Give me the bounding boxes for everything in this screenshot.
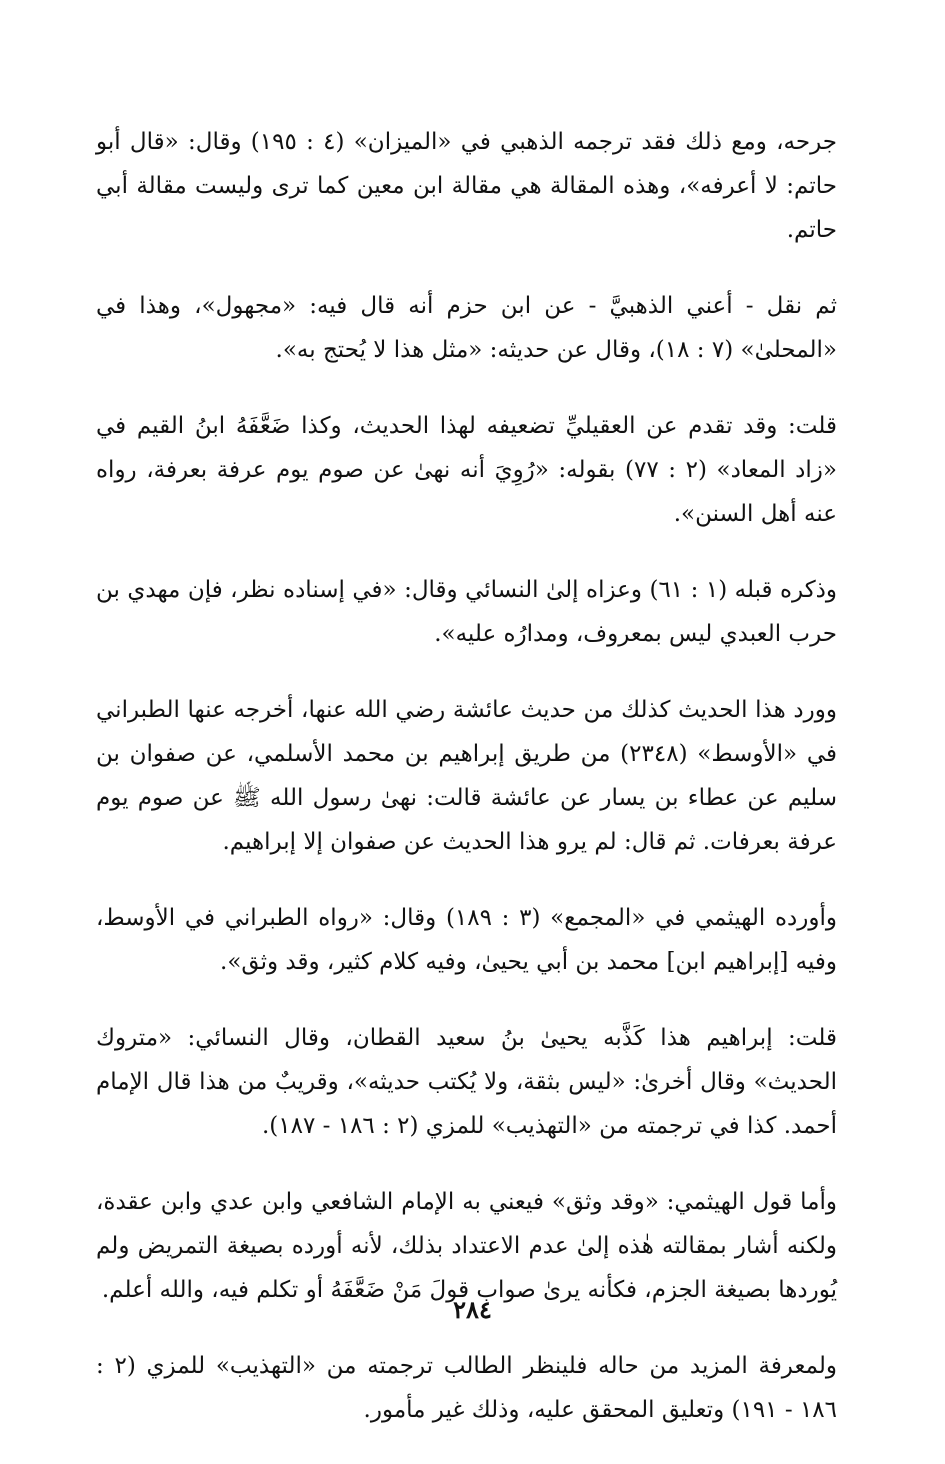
page-body — [96, 120, 837, 1464]
paragraph-2: ثم نقل - أعني الذهبيَّ - عن ابن حزم أنه قال فيه: «مجهول»، وهذا في «المحلىٰ» (٧ : ١٨)، وقال عن حديثه: «مثل هذا لا يُحتج به». — [96, 293, 837, 363]
paragraph-3: قلت: وقد تقدم عن العقيليِّ تضعيفه لهذا الحديث، وكذا ضَعَّفَهُ ابنُ القيم في «زاد المعاد» (٢ : ٧٧) بقوله: «رُوِيَ أنه نهىٰ عن صوم يوم عرفة بعرفة، رواه عنه أهل السنن». — [96, 413, 837, 527]
paragraph-7: قلت: إبراهيم هذا كَذَّبه يحيىٰ بنُ سعيد القطان، وقال النسائي: «متروك الحديث» وقال أخرىٰ: «ليس بثقة، ولا يُكتب حديثه»، وقريبٌ من هذا قال الإمام أحمد. كذا في ترجمته من «التهذيب» للمزي (٢ : ١٨٦ - ١٨٧). — [96, 1025, 837, 1139]
paragraph-9: ولمعرفة المزيد من حاله فلينظر الطالب ترجمته من «التهذيب» للمزي (٢ : ١٨٦ - ١٩١) وتعليق المحقق عليه، وذلك غير مأمور. — [96, 1353, 838, 1423]
paragraph-1: جرحه، ومع ذلك فقد ترجمه الذهبي في «الميزان» (٤ : ١٩٥) وقال: «قال أبو حاتم: لا أعرفه»، وهذه المقالة هي مقالة ابن معين كما ترى وليست مقالة أبي حاتم. — [96, 129, 838, 243]
page-number: ٢٨٤ — [453, 1295, 492, 1324]
paragraph-4: وذكره قبله (١ : ٦١) وعزاه إلىٰ النسائي وقال: «في إسناده نظر، فإن مهدي بن حرب العبدي ليس بمعروف، ومدارُه عليه». — [96, 577, 837, 647]
paragraph-5: وورد هذا الحديث كذلك من حديث عائشة رضي الله عنها، أخرجه عنها الطبراني في «الأوسط» (٢٣٤٨) من طريق إبراهيم بن محمد الأسلمي، عن صفوان بن سليم عن عطاء بن يسار عن عائشة قالت: نهىٰ رسول الله ﷺ عن صوم يوم عرفة بعرفات. ثم قال: لم يرو هذا الحديث عن صفوان إلا إبراهيم. — [96, 697, 837, 855]
paragraph-6: وأورده الهيثمي في «المجمع» (٣ : ١٨٩) وقال: «رواه الطبراني في الأوسط، وفيه [إبراهيم ابن] محمد بن أبي يحيىٰ، وفيه كلام كثير، وقد وثق». — [96, 905, 837, 975]
paragraph-8: وأما قول الهيثمي: «وقد وثق» فيعني به الإمام الشافعي وابن عدي وابن عقدة، ولكنه أشار بمقالته هٰذه إلىٰ عدم الاعتداد بذلك، لأنه أورده بصيغة التمريض ولم يُوردها بصيغة الجزم، فكأنه يرىٰ صواب قولَ مَنْ ضَعَّفَهُ أو تكلم فيه، والله أعلم. — [96, 1189, 837, 1303]
